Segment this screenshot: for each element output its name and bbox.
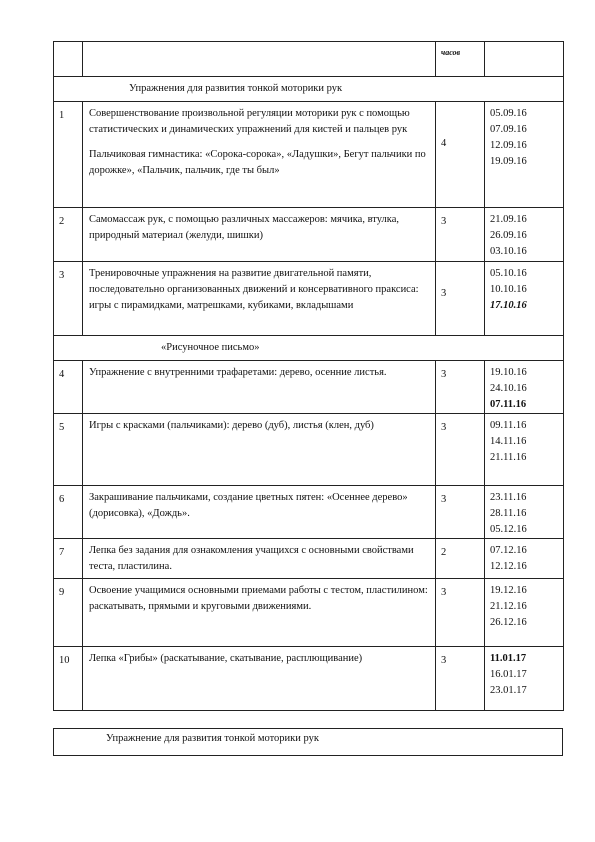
date-item: 07.09.16 [490,124,527,135]
row-hours: 3 [436,414,485,486]
date-item: 26.12.16 [490,617,527,628]
header-row [54,42,564,77]
row-number: 7 [54,539,83,579]
row-number: 1 [54,102,83,208]
table-row [54,579,564,647]
date-item: 23.11.16 [490,492,527,503]
lesson-plan-table [53,41,564,711]
row-number: 4 [54,361,83,414]
row-number: 9 [54,579,83,647]
row-dates [485,262,564,336]
row-dates [485,539,564,579]
date-item: 05.12.16 [490,524,527,535]
table-row [54,539,564,579]
date-item: 12.09.16 [490,140,527,151]
date-item: 21.09.16 [490,214,527,225]
row-hours: 3 [436,647,485,711]
date-item: 03.10.16 [490,246,527,257]
row-number: 10 [54,647,83,711]
row-topic: Лепка «Грибы» (раскатывание, скатывание, расплющивание) [83,647,436,711]
section-title-drawing: «Рисуночное письмо» [54,336,564,361]
date-item: 09.11.16 [490,420,527,431]
table-row [54,486,564,539]
date-item: 17.10.16 [490,300,527,311]
row-topic: Самомассаж рук, с помощью различных массажеров: мячика, втулка, природный материал (желуди, шишки) [83,208,436,262]
date-item: 05.09.16 [490,108,527,119]
row-topic: Игры с красками (пальчиками): дерево (дуб), листья (клен, дуб) [83,414,436,486]
header-topic-cell [83,42,436,77]
row-topic-text: Совершенствование произвольной регуляции моторики рук с помощью статистических и динамических упражнений для кистей и пальцев рук [89,108,410,135]
date-item: 07.12.16 [490,545,527,556]
date-item: 28.11.16 [490,508,527,519]
section-row [54,336,564,361]
row-hours: 2 [436,539,485,579]
row-dates [485,579,564,647]
date-item: 11.01.17 [490,653,527,664]
row-number: 6 [54,486,83,539]
row-topic-text-2: Пальчиковая гимнастика: «Сорока-сорока», «Ладушки», Бегут пальчики по дорожке», «Пальчик, пальчик, где ты был» [89,149,426,176]
row-hours: 3 [436,361,485,414]
footer-section-title: Упражнение для развития тонкой моторики рук [54,729,563,756]
date-item: 21.11.16 [490,452,527,463]
row-topic: Освоение учащимися основными приемами работы с тестом, пластилином: раскатывать, прямыми и круговыми движениями. [83,579,436,647]
row-dates [485,486,564,539]
date-item: 16.01.17 [490,669,527,680]
row-topic: Тренировочные упражнения на развитие двигательной памяти, последовательно организованных движений и консервативного праксиса: игры с пирамидками, матрешками, кубиками, вкладышами [83,262,436,336]
row-topic: Лепка без задания для ознакомления учащихся с основными свойствами теста, пластилина. [83,539,436,579]
header-dates-cell [485,42,564,77]
row-dates [485,647,564,711]
row-number: 5 [54,414,83,486]
date-item: 07.11.16 [490,399,527,410]
section-row [54,77,564,102]
date-item: 19.10.16 [490,367,527,378]
row-hours: 4 [436,102,485,208]
table-row [54,361,564,414]
row-number: 3 [54,262,83,336]
table-row [54,208,564,262]
date-item: 26.09.16 [490,230,527,241]
date-item: 24.10.16 [490,383,527,394]
row-topic: Закрашивание пальчиками, создание цветных пятен: «Осеннее дерево» (дорисовка), «Дождь». [83,486,436,539]
footer-row [54,729,563,756]
date-item: 19.09.16 [490,156,527,167]
table-row [54,102,564,208]
header-hours-cell: часов [436,42,485,77]
date-item: 05.10.16 [490,268,527,279]
section-title-fine-motor: Упражнения для развития тонкой моторики рук [54,77,564,102]
header-number-cell [54,42,83,77]
date-item: 12.12.16 [490,561,527,572]
table-row [54,262,564,336]
row-topic: Упражнение с внутренними трафаретами: дерево, осенние листья. [83,361,436,414]
row-dates [485,361,564,414]
row-hours: 3 [436,579,485,647]
date-item: 23.01.17 [490,685,527,696]
row-hours: 3 [436,208,485,262]
date-item: 10.10.16 [490,284,527,295]
date-item: 21.12.16 [490,601,527,612]
row-dates [485,208,564,262]
row-dates [485,414,564,486]
table-row [54,414,564,486]
row-dates [485,102,564,208]
date-item: 14.11.16 [490,436,527,447]
row-topic [83,102,436,208]
footer-table [53,728,563,756]
table-row [54,647,564,711]
date-item: 19.12.16 [490,585,527,596]
row-number: 2 [54,208,83,262]
row-hours: 3 [436,262,485,336]
row-hours: 3 [436,486,485,539]
